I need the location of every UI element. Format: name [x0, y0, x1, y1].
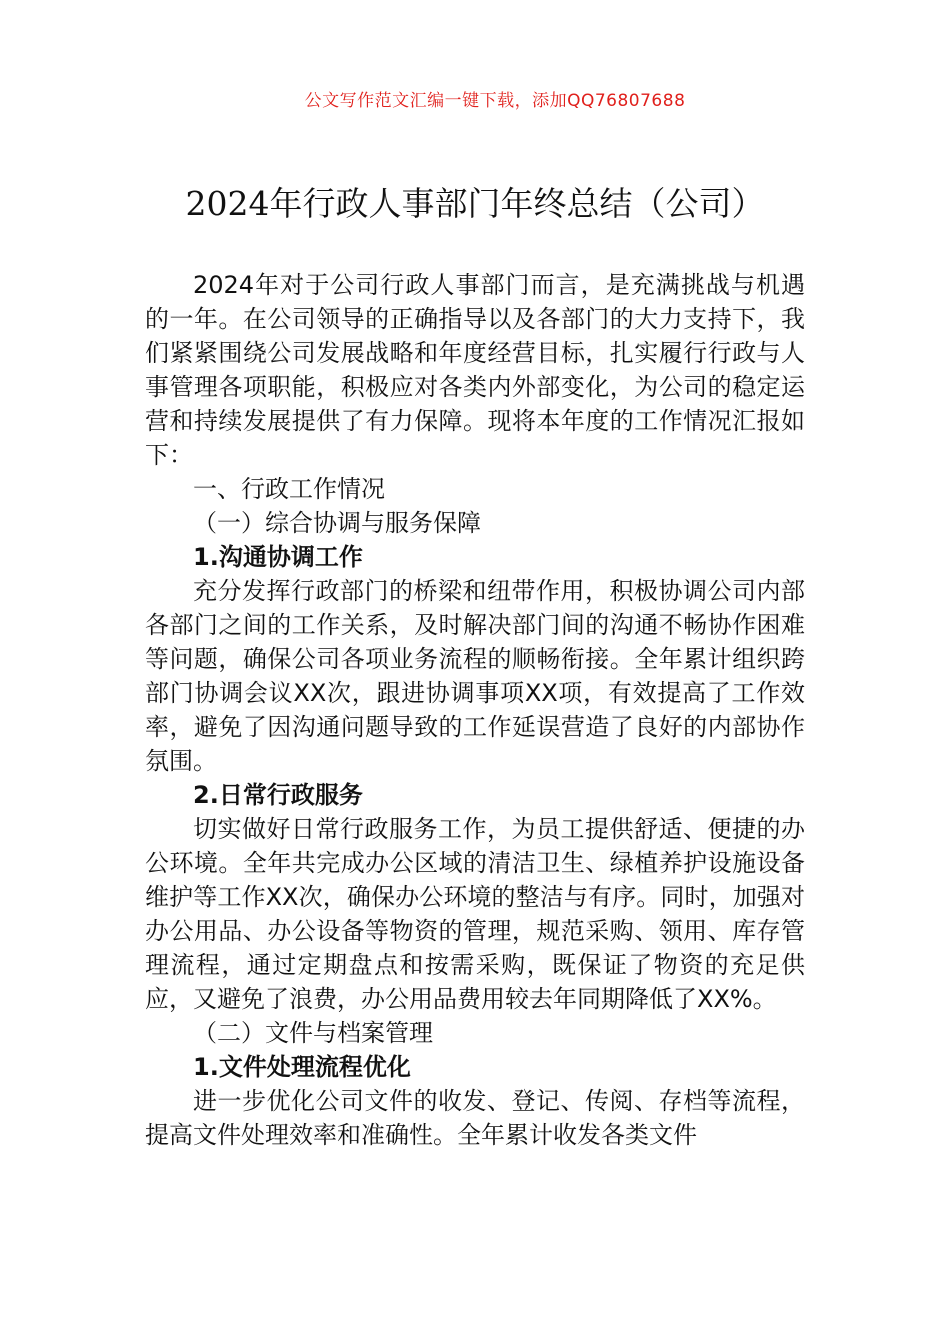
subsection-heading-archives: （二）文件与档案管理: [193, 1019, 433, 1047]
paragraph-daily-service: 切实做好日常行政服务工作，为员工提供舒适、便捷的办公环境。全年共完成办公区域的清洁卫生、绿植养护设施设备维护等工作XX次，确保办公环境的整洁与有序。同时，加强对办公用品、办公设备等物资的管理，规范采购、领用、库存管理流程，通过定期盘点和按需采购，既保证了物资的充足供应，又避免了浪费，办公用品费用较去年同期降低了XX%。: [145, 815, 805, 1013]
paragraph-file-process: 进一步优化公司文件的收发、登记、传阅、存档等流程，提高文件处理效率和准确性。全年累计收发各类文件: [145, 1087, 805, 1149]
document-body: [145, 268, 805, 1152]
item-heading-file-process: 1.文件处理流程优化: [193, 1053, 411, 1081]
intro-paragraph: 2024年对于公司行政人事部门而言，是充满挑战与机遇的一年。在公司领导的正确指导以及各部门的大力支持下，我们紧紧围绕公司发展战略和年度经营目标，扎实履行行政与人事管理各项职能，积极应对各类内外部变化，为公司的稳定运营和持续发展提供了有力保障。现将本年度的工作情况汇报如下：: [145, 271, 805, 469]
page-title: 2024年行政人事部门年终总结（公司）: [185, 184, 765, 223]
section-heading-administration: 一、行政工作情况: [193, 475, 385, 503]
paragraph-communication: 充分发挥行政部门的桥梁和纽带作用，积极协调公司内部各部门之间的工作关系，及时解决部门间的沟通不畅协作困难等问题，确保公司各项业务流程的顺畅衔接。全年累计组织跨部门协调会议XX次，跟进协调事项XX项，有效提高了工作效率，避免了因沟通问题导致的工作延误营造了良好的内部协作氛围。: [145, 577, 805, 775]
item-heading-communication: 1.沟通协调工作: [193, 543, 363, 571]
download-notice: 公文写作范文汇编一键下载，添加QQ76807688: [304, 91, 686, 111]
subsection-heading-coordination: （一）综合协调与服务保障: [193, 509, 481, 537]
item-heading-daily-service: 2.日常行政服务: [193, 781, 363, 809]
